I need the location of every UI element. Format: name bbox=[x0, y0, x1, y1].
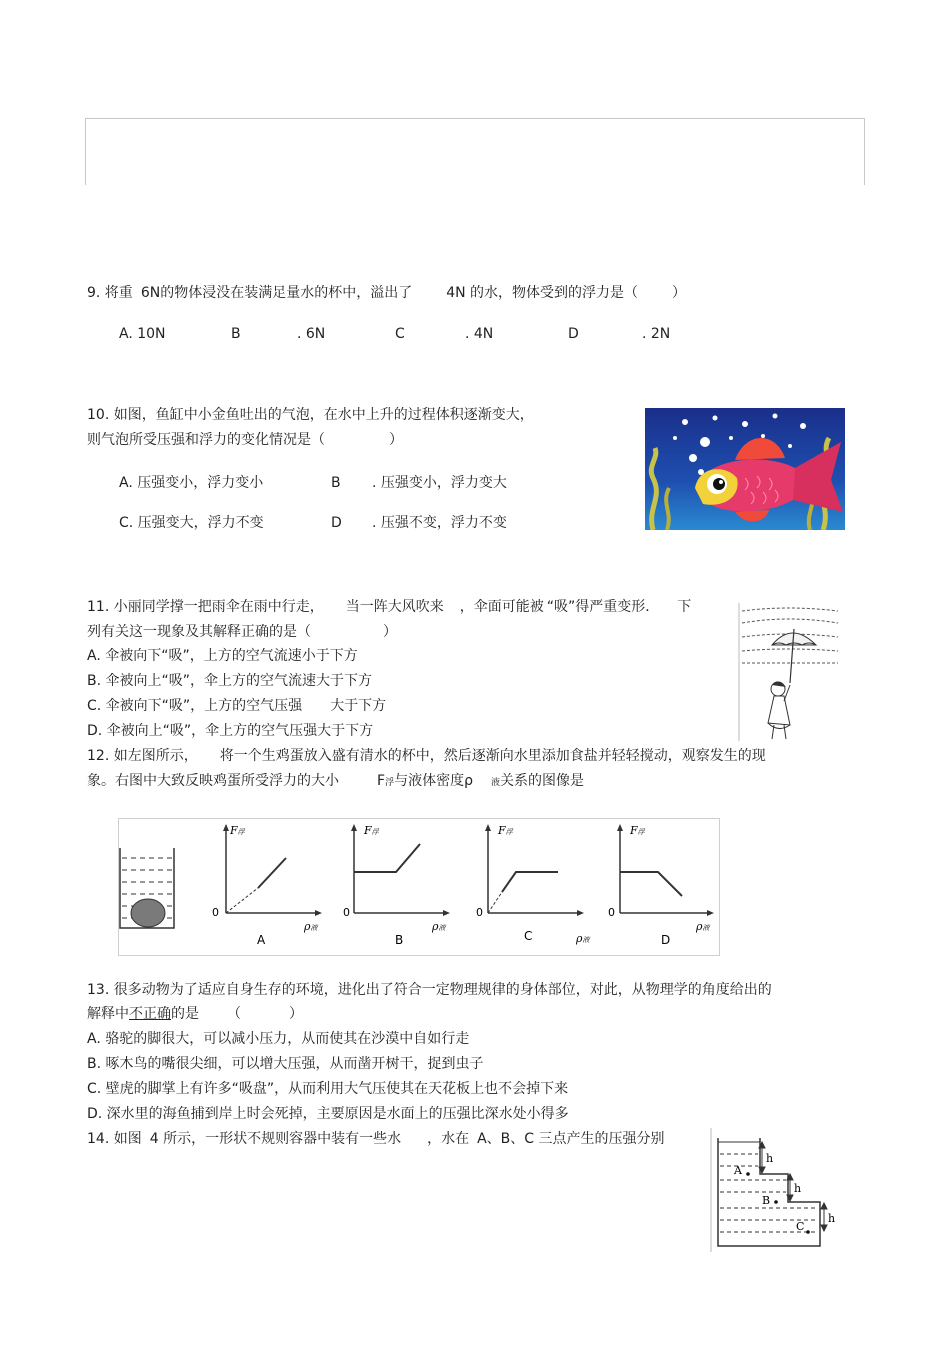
q10-line1: 10. 如图，鱼缸中小金鱼吐出的气泡，在水中上升的过程体积逐渐变大， bbox=[87, 407, 534, 423]
q11-option-a: A. 伞被向下“吸”，上方的空气流速小于下方 bbox=[87, 648, 358, 664]
q10-option-a: A. 压强变小，浮力变小 bbox=[119, 475, 264, 491]
q14-line1-part: A、B、C 三点产生的压强分别 bbox=[477, 1131, 665, 1147]
q12-line2-sub: 浮 bbox=[385, 778, 395, 788]
graph-c-x-sub: 液 bbox=[582, 936, 590, 944]
q14-point-c-label: C bbox=[796, 1220, 805, 1233]
q9-option-a: A. 10N bbox=[119, 326, 166, 342]
q12-line2-part: 象。右图中大致反映鸡蛋所受浮力的大小 bbox=[87, 773, 339, 789]
top-answer-box bbox=[85, 118, 865, 185]
q9-stem bbox=[87, 283, 686, 303]
q9-option-c-letter: C bbox=[395, 326, 405, 342]
graph-b-x-label: ρ bbox=[432, 920, 439, 933]
graph-b-y-sub: 浮 bbox=[371, 828, 379, 836]
q9-stem-part: 4N 的水，物体受到的浮力是（ bbox=[446, 285, 639, 301]
q12-line2-part: 与液体密度ρ bbox=[394, 773, 473, 789]
q12-line2-sub: 液 bbox=[490, 778, 500, 788]
q10-line2-text: 则气泡所受压强和浮力的变化情况是（ bbox=[87, 432, 325, 448]
q9-option-d-letter: D bbox=[568, 326, 579, 342]
q9-stem-part: ） bbox=[672, 285, 687, 301]
q14-line1-part: 14. 如图 bbox=[87, 1131, 142, 1147]
q10-option-b-letter: B bbox=[331, 475, 341, 491]
q11-option-c-part: 大于下方 bbox=[330, 698, 387, 714]
q11-line1-part: 下 bbox=[677, 599, 692, 615]
q10-option-d-text: . 压强不变，浮力不变 bbox=[372, 515, 507, 531]
q13-line1: 13. 很多动物为了适应自身生存的环境，进化出了符合一定物理规律的身体部位，对此，从物理学的角度给出的 bbox=[87, 982, 772, 998]
q11-option-c-part: C. 伞被向下“吸”，上方的空气压强 bbox=[87, 698, 303, 714]
graph-d-y-sub: 浮 bbox=[637, 828, 645, 836]
graph-a-origin: 0 bbox=[212, 906, 219, 919]
q13-line2 bbox=[87, 1004, 303, 1024]
graph-d-x-sub: 液 bbox=[702, 924, 710, 932]
q14-line1 bbox=[87, 1129, 665, 1149]
q12-line2 bbox=[87, 771, 584, 793]
q13-option-a: A. 骆驼的脚很大，可以减小压力，从而使其在沙漠中自如行走 bbox=[87, 1031, 470, 1047]
graph-c-origin: 0 bbox=[476, 906, 483, 919]
q14-line1-part: 4 所示，一形状不规则容器中装有一些水 bbox=[149, 1131, 402, 1147]
q13-line2-emphasis: 不正确 bbox=[129, 1006, 171, 1022]
q11-line1-part: 11. 小丽同学撑一把雨伞在雨中行走， bbox=[87, 599, 324, 615]
q14-line1-part: ，水在 bbox=[427, 1131, 470, 1147]
q10-option-d-letter: D bbox=[331, 515, 342, 531]
graph-a-x-sub: 液 bbox=[310, 924, 318, 932]
q12-line1-part: 将一个生鸡蛋放入盛有清水的杯中，然后逐渐向水里添加食盐并轻轻搅动，观察发生的现 bbox=[219, 748, 766, 764]
graph-c-label: C bbox=[524, 929, 533, 943]
graph-c-y-label: F bbox=[498, 824, 506, 837]
graph-d-origin: 0 bbox=[608, 906, 615, 919]
q14-h-label-2: h bbox=[794, 1182, 802, 1195]
q9-option-c-value: . 4N bbox=[465, 326, 494, 342]
graph-a-y-sub: 浮 bbox=[237, 828, 245, 836]
q12-graphs-figure bbox=[118, 818, 720, 956]
q13-option-b: B. 啄木鸟的嘴很尖细，可以增大压强，从而凿开树干，捉到虫子 bbox=[87, 1056, 484, 1072]
q14-container-figure bbox=[710, 1128, 840, 1252]
q9-option-b-value: . 6N bbox=[297, 326, 326, 342]
q11-line1-part: ，伞面可能被 bbox=[459, 599, 544, 615]
graph-b-origin: 0 bbox=[343, 906, 350, 919]
q9-option-b-letter: B bbox=[231, 326, 241, 342]
q13-line2-part: ） bbox=[289, 1006, 303, 1022]
graph-b-x-sub: 液 bbox=[438, 924, 446, 932]
q10-option-c: C. 压强变大，浮力不变 bbox=[119, 515, 264, 531]
q9-option-d-value: . 2N bbox=[642, 326, 671, 342]
graph-d-label: D bbox=[661, 933, 671, 947]
q11-line2-paren: ） bbox=[383, 624, 397, 640]
graph-a-x-label: ρ bbox=[304, 920, 311, 933]
graph-b-label: B bbox=[395, 933, 404, 947]
q13-option-c: C. 壁虎的脚掌上有许多“吸盘”，从而利用大气压使其在天花板上也不会掉下来 bbox=[87, 1081, 569, 1097]
q9-stem-part: 9. 将重 bbox=[87, 285, 133, 301]
q11-option-c bbox=[87, 696, 386, 716]
q14-point-b-label: B bbox=[762, 1194, 771, 1207]
q11-line2-text: 列有关这一现象及其解释正确的是（ bbox=[87, 624, 311, 640]
q12-line1-part: 12. 如左图所示， bbox=[87, 748, 198, 764]
q13-line2-part: 的是 bbox=[171, 1006, 199, 1022]
q10-line2-paren: ） bbox=[389, 432, 403, 448]
q12-line1 bbox=[87, 746, 766, 766]
umbrella-girl-image bbox=[738, 603, 842, 741]
q13-option-d: D. 深水里的海鱼捕到岸上时会死掉，主要原因是水面上的压强比深水处小得多 bbox=[87, 1106, 569, 1122]
q11-line1-part: 当一阵大风吹来 bbox=[345, 599, 444, 615]
q14-h-label-1: h bbox=[766, 1152, 774, 1165]
graph-c-x-label: ρ bbox=[576, 932, 583, 945]
q13-line2-part: 解释中 bbox=[87, 1006, 129, 1022]
graph-d-x-label: ρ bbox=[696, 920, 703, 933]
graph-c-y-sub: 浮 bbox=[505, 828, 513, 836]
graph-a-y-label: F bbox=[230, 824, 238, 837]
q11-line1 bbox=[87, 597, 691, 617]
q9-stem-part: 6N的物体浸没在装满足量水的杯中，溢出了 bbox=[140, 285, 413, 301]
graph-a-label: A bbox=[257, 933, 266, 947]
q11-option-b: B. 伞被向上“吸”，伞上方的空气流速大于下方 bbox=[87, 673, 373, 689]
q13-line2-part: （ bbox=[227, 1006, 241, 1022]
q10-option-b-text: . 压强变小，浮力变大 bbox=[372, 475, 507, 491]
q11-line1-part: “吸”得严重变形． bbox=[546, 599, 660, 615]
graph-b-y-label: F bbox=[364, 824, 372, 837]
q14-point-a-label: A bbox=[734, 1164, 742, 1177]
goldfish-image bbox=[645, 408, 845, 530]
q12-line2-part: F bbox=[377, 773, 386, 789]
q12-line2-part: 关系的图像是 bbox=[499, 773, 584, 789]
q11-line2 bbox=[87, 622, 397, 642]
q10-line2 bbox=[87, 430, 403, 450]
q14-h-label-3: h bbox=[828, 1212, 836, 1225]
graph-d-y-label: F bbox=[630, 824, 638, 837]
q11-option-d: D. 伞被向上“吸”，伞上方的空气压强大于下方 bbox=[87, 723, 374, 739]
